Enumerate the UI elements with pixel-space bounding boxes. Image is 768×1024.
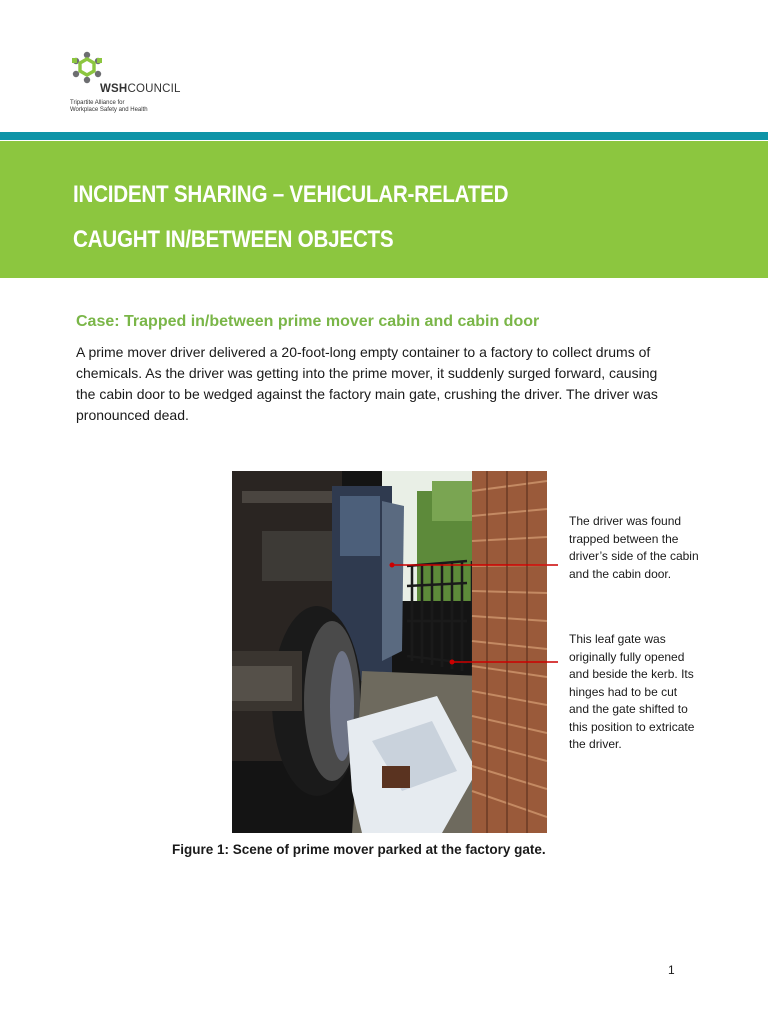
logo-wordmark: WSHCOUNCIL: [100, 83, 181, 95]
logo-tagline: [70, 100, 180, 114]
incident-scene-photo: [232, 471, 547, 833]
case-description: A prime mover driver delivered a 20-foot-long empty container to a factory to collect drums of chemicals. As the driver was getting into the prime mover, it suddenly surged forward, causing the cabin door to be wedged against the factory main gate, crushing the driver. The driver was pronounced dead.: [76, 344, 658, 423]
page-title: [73, 172, 623, 262]
wsh-logo-mark-icon: [70, 50, 104, 84]
figure-caption: Figure 1: Scene of prime mover parked at the factory gate.: [172, 842, 546, 857]
teal-divider: [0, 132, 768, 140]
page-number: 1: [668, 963, 675, 977]
page-title-line2: CAUGHT IN/BETWEEN OBJECTS: [73, 226, 394, 253]
logo-tagline-line2: Workplace Safety and Health: [70, 107, 148, 113]
logo-tagline-line1: Tripartite Alliance for: [70, 100, 125, 106]
callout-driver-trapped: The driver was found trapped between the driver’s side of the cabin and the cabin door.: [569, 514, 699, 581]
callout-leaf-gate: This leaf gate was originally fully opened and beside the kerb. Its hinges had to be cut and the gate shifted to this position to extricate the driver.: [569, 632, 695, 751]
page-title-line1: INCIDENT SHARING – VEHICULAR-RELATED: [73, 181, 509, 208]
wsh-council-logo: [70, 50, 210, 120]
case-heading: Case: Trapped in/between prime mover cabin and cabin door: [76, 313, 540, 330]
